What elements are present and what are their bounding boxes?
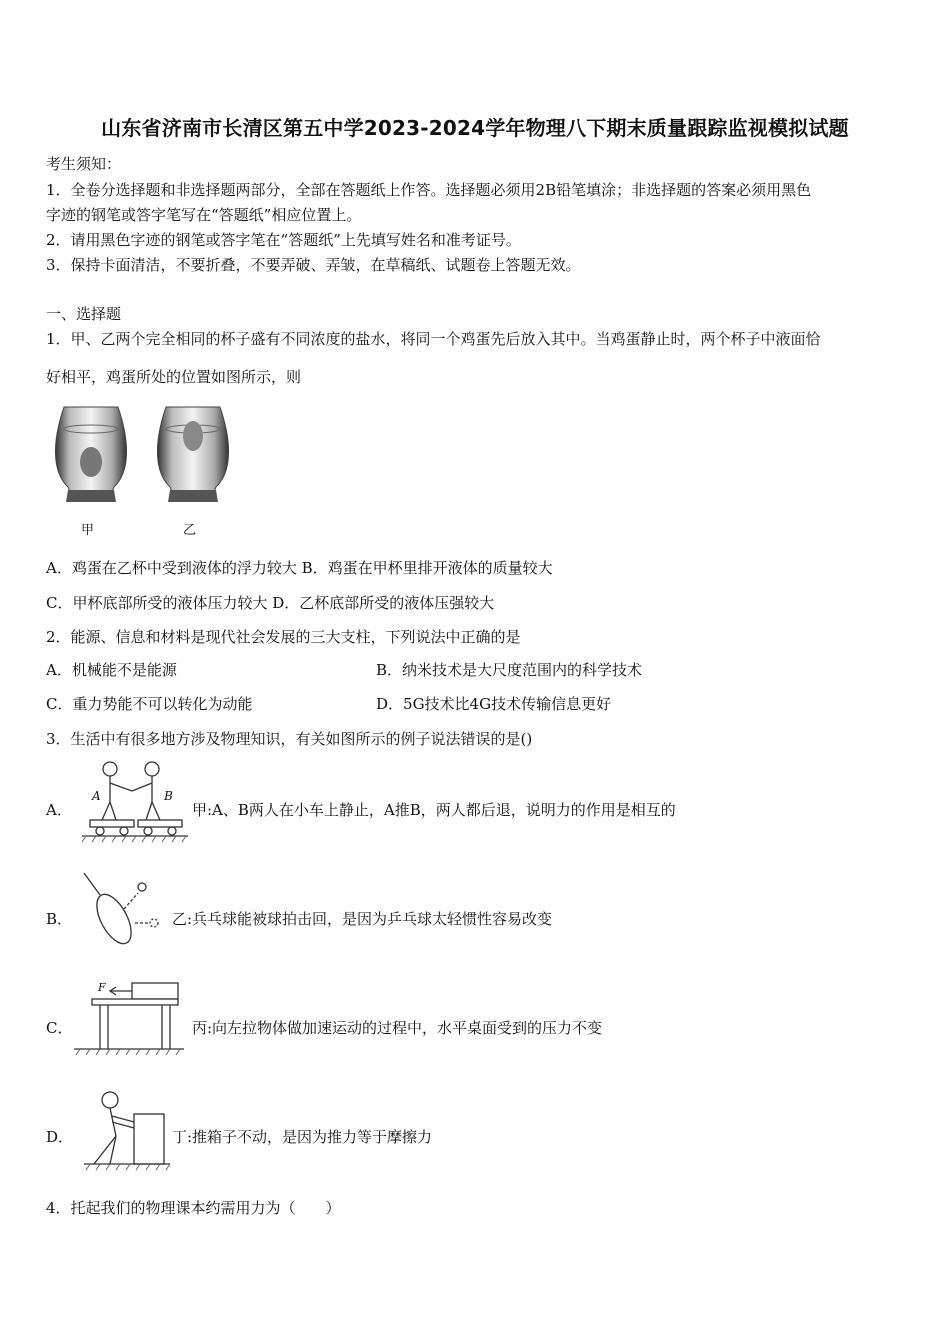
- notice-heading: 考生须知：: [46, 155, 122, 173]
- question-1-options-ab: A．鸡蛋在乙杯中受到液体的浮力较大 B．鸡蛋在甲杯里排开液体的质量较大: [46, 559, 553, 577]
- fig-label-person-a: A: [92, 789, 101, 803]
- page-title: 山东省济南市长清区第五中学2023-2024学年物理八下期末质量跟踪监视模拟试题: [101, 116, 849, 140]
- question-1-stem: 1．甲、乙两个完全相同的杯子盛有不同浓度的盐水，将同一个鸡蛋先后放入其中。当鸡蛋静止时，两个杯子中液面恰: [46, 330, 821, 348]
- notice-item: 2．请用黑色字迹的钢笔或答字笔在“答题纸”上先填写姓名和准考证号。: [46, 231, 521, 249]
- question-4-stem: 4．托起我们的物理课本约需用力为（ ）: [46, 1199, 341, 1217]
- question-3-option-b-letter: B．: [46, 910, 73, 928]
- question-2-option-a: A．机械能不是能源: [46, 661, 177, 679]
- question-3-option-a-text: 甲:A、B两人在小车上静止，A推B，两人都后退，说明力的作用是相互的: [192, 801, 676, 819]
- egg-cups-figure: [50, 402, 250, 542]
- push-box-figure: [80, 1088, 172, 1172]
- notice-item: 字迹的钢笔或答字笔写在“答题纸”相应位置上。: [46, 206, 362, 224]
- question-2-stem: 2．能源、信息和材料是现代社会发展的三大支柱，下列说法中正确的是: [46, 628, 521, 646]
- notice-item: 1．全卷分选择题和非选择题两部分，全部在答题纸上作答。选择题必须用2B铅笔填涂；非选择题的答案必须用黑色: [46, 181, 812, 199]
- table-pull-figure: [74, 981, 184, 1057]
- question-3-option-a-letter: A．: [46, 801, 72, 819]
- question-2-option-c: C．重力势能不可以转化为动能: [46, 695, 253, 713]
- egg-yi: [183, 421, 203, 451]
- question-2-option-d: D．5G技术比4G技术传输信息更好: [376, 695, 612, 713]
- egg-jia: [80, 447, 102, 477]
- question-3-option-d-text: 丁:推箱子不动，是因为推力等于摩擦力: [172, 1128, 433, 1146]
- fig-label-jia: 甲: [81, 523, 95, 538]
- ping-pong-figure: [80, 871, 170, 951]
- carts-push-figure: [80, 757, 190, 849]
- cup-jia: [55, 407, 126, 502]
- question-3-stem: 3．生活中有很多地方涉及物理知识，有关如图所示的例子说法错误的是(): [46, 730, 533, 748]
- question-1-stem-cont: 好相平，鸡蛋所处的位置如图所示，则: [46, 368, 302, 386]
- notice-item: 3．保持卡面清洁，不要折叠，不要弄破、弄皱，在草稿纸、试题卷上答题无效。: [46, 256, 581, 274]
- fig-label-person-b: B: [164, 789, 173, 803]
- cup-yi: [157, 407, 228, 502]
- question-1-options-cd: C．甲杯底部所受的液体压力较大 D．乙杯底部所受的液体压强较大: [46, 594, 495, 612]
- question-3-option-b-text: 乙:兵乓球能被球拍击回，是因为乒乓球太轻惯性容易改变: [172, 910, 553, 928]
- question-3-option-c-text: 丙:向左拉物体做加速运动的过程中，水平桌面受到的压力不变: [192, 1019, 603, 1037]
- section-heading: 一、选择题: [46, 305, 122, 323]
- question-3-option-c-letter: C．: [46, 1019, 73, 1037]
- question-3-option-d-letter: D．: [46, 1128, 74, 1146]
- fig-label-yi: 乙: [183, 523, 197, 538]
- fig-label-force: F: [98, 981, 106, 994]
- question-2-option-b: B．纳米技术是大尺度范围内的科学技术: [376, 661, 643, 679]
